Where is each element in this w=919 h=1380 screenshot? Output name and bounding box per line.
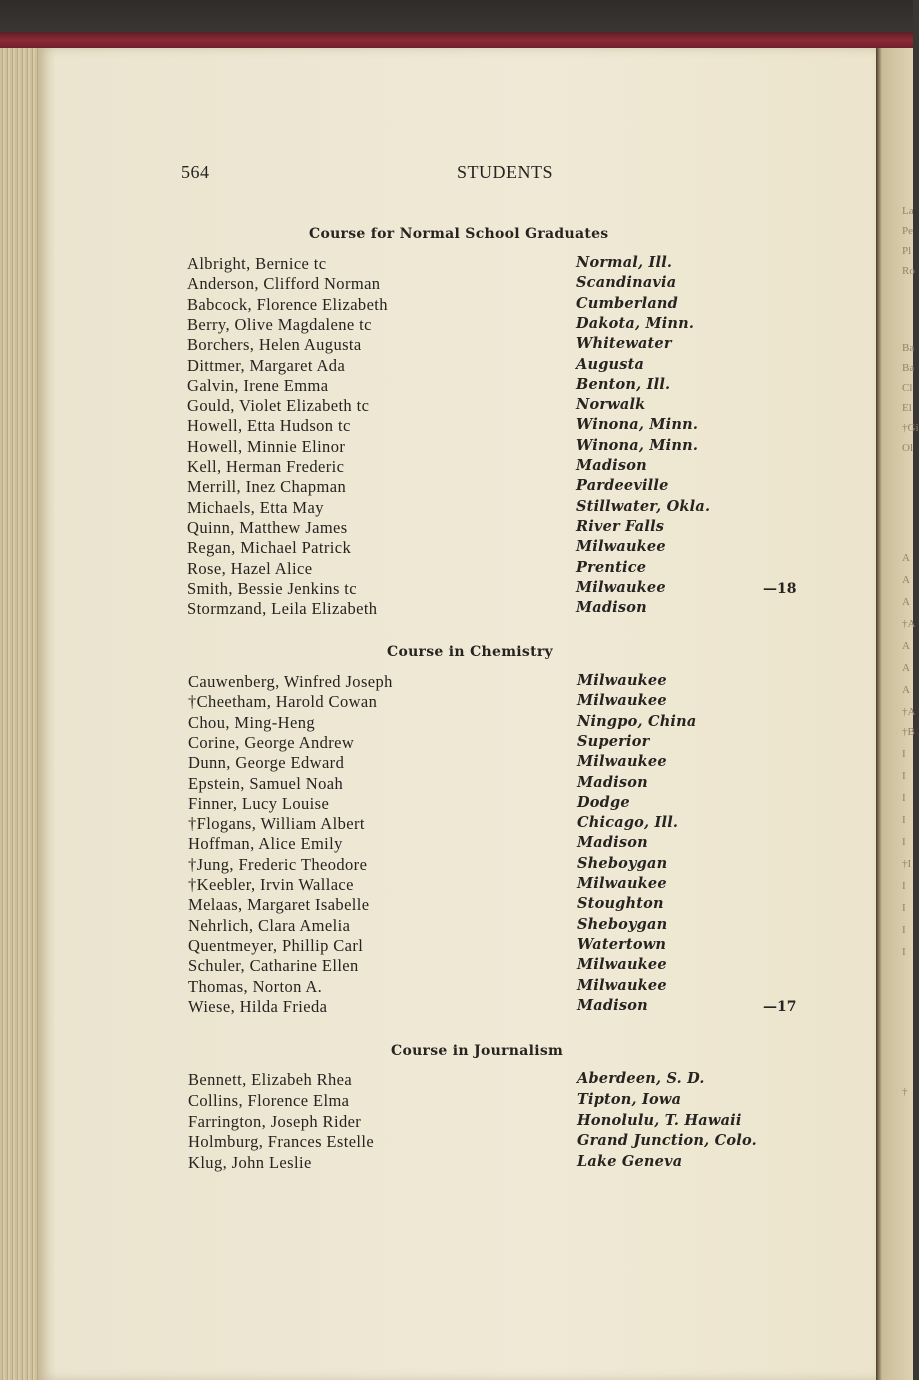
facing-page-fragment: I bbox=[902, 770, 906, 782]
student-name: Howell, Minnie Elinor bbox=[187, 436, 346, 456]
hometown: Sheboygan bbox=[577, 915, 668, 933]
student-name: Rose, Hazel Alice bbox=[187, 558, 313, 578]
student-name: Cauwenberg, Winfred Joseph bbox=[188, 672, 393, 691]
hometown: Winona, Minn. bbox=[576, 416, 699, 434]
student-name: Corine, George Andrew bbox=[188, 732, 355, 752]
hometown: Milwaukee bbox=[577, 692, 667, 710]
student-name: †Keebler, Irvin Wallace bbox=[188, 875, 354, 894]
student-name: Anderson, Clifford Norman bbox=[187, 274, 381, 294]
facing-page-fragment: A bbox=[902, 684, 910, 696]
hometown: Stillwater, Okla. bbox=[576, 497, 711, 515]
student-name: Chou, Ming-Heng bbox=[188, 712, 315, 732]
hometown: Scandinavia bbox=[576, 274, 677, 292]
section-title: Course for Normal School Graduates bbox=[309, 226, 609, 242]
facing-page-fragment: A bbox=[902, 596, 910, 608]
book-page bbox=[38, 48, 876, 1380]
hometown: Tipton, Iowa bbox=[577, 1090, 682, 1108]
facing-page-fragment: †A bbox=[902, 618, 916, 630]
facing-page-fragment: I bbox=[902, 792, 906, 804]
student-name: Nehrlich, Clara Amelia bbox=[188, 915, 351, 935]
running-header bbox=[181, 162, 553, 186]
section-title: Course in Chemistry bbox=[387, 644, 553, 660]
student-name: Melaas, Margaret Isabelle bbox=[188, 895, 370, 915]
hometown: Milwaukee bbox=[576, 578, 666, 596]
facing-page-fragment: Pl bbox=[902, 245, 912, 257]
student-name: Borchers, Helen Augusta bbox=[187, 335, 362, 355]
hometown: Normal, Ill. bbox=[576, 254, 673, 271]
facing-page-fragment: A bbox=[902, 662, 910, 674]
facing-page-fragment: I bbox=[902, 836, 906, 848]
facing-page-fragment: I bbox=[902, 902, 906, 914]
hometown: Madison bbox=[577, 996, 648, 1014]
hometown: Madison bbox=[577, 834, 648, 852]
student-name: Berry, Olive Magdalene tc bbox=[187, 314, 372, 334]
facing-page-fragment: Ba bbox=[902, 362, 915, 374]
hometown: Superior bbox=[577, 732, 650, 750]
running-title: STUDENTS bbox=[456, 162, 553, 182]
hometown: Milwaukee bbox=[577, 875, 667, 892]
hometown: Honolulu, T. Hawaii bbox=[577, 1111, 742, 1129]
student-name: Albright, Bernice tc bbox=[187, 254, 327, 273]
hometown: Winona, Minn. bbox=[576, 436, 699, 454]
hometown: Dakota, Minn. bbox=[576, 314, 695, 332]
student-name: Stormzand, Leila Elizabeth bbox=[187, 599, 378, 619]
facing-page-fragment: †B bbox=[902, 726, 915, 738]
student-name: Smith, Bessie Jenkins tc bbox=[187, 578, 358, 598]
facing-page-fragment: Ba bbox=[902, 342, 915, 354]
hometown: Lake Geneva bbox=[577, 1153, 683, 1171]
hometown: Ningpo, China bbox=[577, 712, 697, 730]
hometown: Milwaukee bbox=[577, 956, 667, 974]
facing-page-fragment: Pe bbox=[902, 225, 913, 237]
student-name: Wiese, Hilda Frieda bbox=[188, 996, 328, 1016]
hometown: Milwaukee bbox=[577, 753, 667, 771]
hometown: Madison bbox=[576, 457, 647, 474]
hometown: Norwalk bbox=[576, 396, 646, 414]
facing-page-fragment: A bbox=[902, 574, 910, 586]
student-name: Babcock, Florence Elizabeth bbox=[187, 294, 388, 314]
student-name: Finner, Lucy Louise bbox=[188, 793, 330, 813]
page-edges bbox=[0, 48, 40, 1380]
student-name: Dunn, George Edward bbox=[188, 753, 345, 773]
facing-page-fragment: †I bbox=[902, 858, 912, 870]
student-name: Hoffman, Alice Emily bbox=[188, 834, 343, 854]
facing-page-fragment: El bbox=[902, 402, 912, 414]
hometown: Stoughton bbox=[577, 895, 664, 913]
facing-page-fragment: I bbox=[902, 924, 906, 936]
student-name: †Flogans, William Albert bbox=[188, 814, 365, 834]
student-name: Quentmeyer, Phillip Carl bbox=[188, 935, 364, 955]
scan-backdrop bbox=[0, 0, 913, 36]
facing-page-fragment: † bbox=[902, 1086, 908, 1098]
student-name: Quinn, Matthew James bbox=[187, 517, 348, 537]
hometown: Milwaukee bbox=[577, 976, 667, 994]
student-name: Galvin, Irene Emma bbox=[187, 375, 329, 395]
hometown: Cumberland bbox=[576, 294, 679, 312]
hometown: Aberdeen, S. D. bbox=[577, 1070, 705, 1087]
student-name: Farrington, Joseph Rider bbox=[188, 1111, 362, 1131]
section-title: Course in Journalism bbox=[391, 1043, 564, 1059]
hometown: Augusta bbox=[576, 355, 645, 373]
student-name: Epstein, Samuel Noah bbox=[188, 773, 344, 793]
hometown: Milwaukee bbox=[577, 672, 667, 689]
hometown: Madison bbox=[576, 599, 647, 617]
facing-page-fragment: I bbox=[902, 748, 906, 760]
facing-page-fragment: A bbox=[902, 552, 910, 564]
hometown: River Falls bbox=[576, 517, 665, 535]
facing-page-fragment: I bbox=[902, 814, 906, 826]
student-name: †Jung, Frederic Theodore bbox=[188, 854, 368, 874]
facing-page-fragment: I bbox=[902, 946, 906, 958]
hometown: Sheboygan bbox=[577, 854, 668, 872]
student-name: Bennett, Elizabeh Rhea bbox=[188, 1070, 353, 1089]
section-total: —17 bbox=[763, 998, 797, 1015]
student-name: Dittmer, Margaret Ada bbox=[187, 355, 346, 375]
facing-page-fragment: †Gi bbox=[902, 422, 919, 434]
hometown: Benton, Ill. bbox=[576, 375, 671, 393]
hometown: Watertown bbox=[577, 935, 667, 953]
facing-page-fragment: La bbox=[902, 205, 914, 217]
facing-page-fragment: A bbox=[902, 640, 910, 652]
facing-page-fragment: Cl bbox=[902, 382, 913, 394]
hometown: Dodge bbox=[577, 793, 630, 811]
student-name: Klug, John Leslie bbox=[188, 1153, 312, 1173]
facing-page-fragment: I bbox=[902, 880, 906, 892]
hometown: Whitewater bbox=[576, 335, 672, 353]
hometown: Chicago, Ill. bbox=[577, 814, 679, 832]
page-number: 564 bbox=[181, 162, 210, 182]
facing-page-fragment: †A bbox=[902, 706, 916, 718]
student-name: Michaels, Etta May bbox=[187, 497, 324, 517]
hometown: Grand Junction, Colo. bbox=[577, 1132, 757, 1150]
facing-page-fragment: Ro bbox=[902, 265, 915, 277]
hometown: Pardeeville bbox=[576, 477, 669, 495]
student-name: Holmburg, Frances Estelle bbox=[188, 1132, 375, 1152]
student-name: Collins, Florence Elma bbox=[188, 1090, 350, 1110]
student-name: Gould, Violet Elizabeth tc bbox=[187, 396, 370, 416]
student-name: Merrill, Inez Chapman bbox=[187, 477, 347, 497]
facing-page-fragment: Ol bbox=[902, 442, 913, 454]
student-name: Kell, Herman Frederic bbox=[187, 457, 345, 476]
student-name: Howell, Etta Hudson tc bbox=[187, 416, 351, 436]
student-name: †Cheetham, Harold Cowan bbox=[188, 692, 378, 712]
student-name: Regan, Michael Patrick bbox=[187, 538, 352, 558]
section-total: —18 bbox=[763, 580, 797, 597]
hometown: Madison bbox=[577, 773, 648, 791]
hometown: Milwaukee bbox=[576, 538, 666, 556]
student-name: Schuler, Catharine Ellen bbox=[188, 956, 359, 976]
student-name: Thomas, Norton A. bbox=[188, 976, 323, 996]
hometown: Prentice bbox=[576, 558, 647, 576]
